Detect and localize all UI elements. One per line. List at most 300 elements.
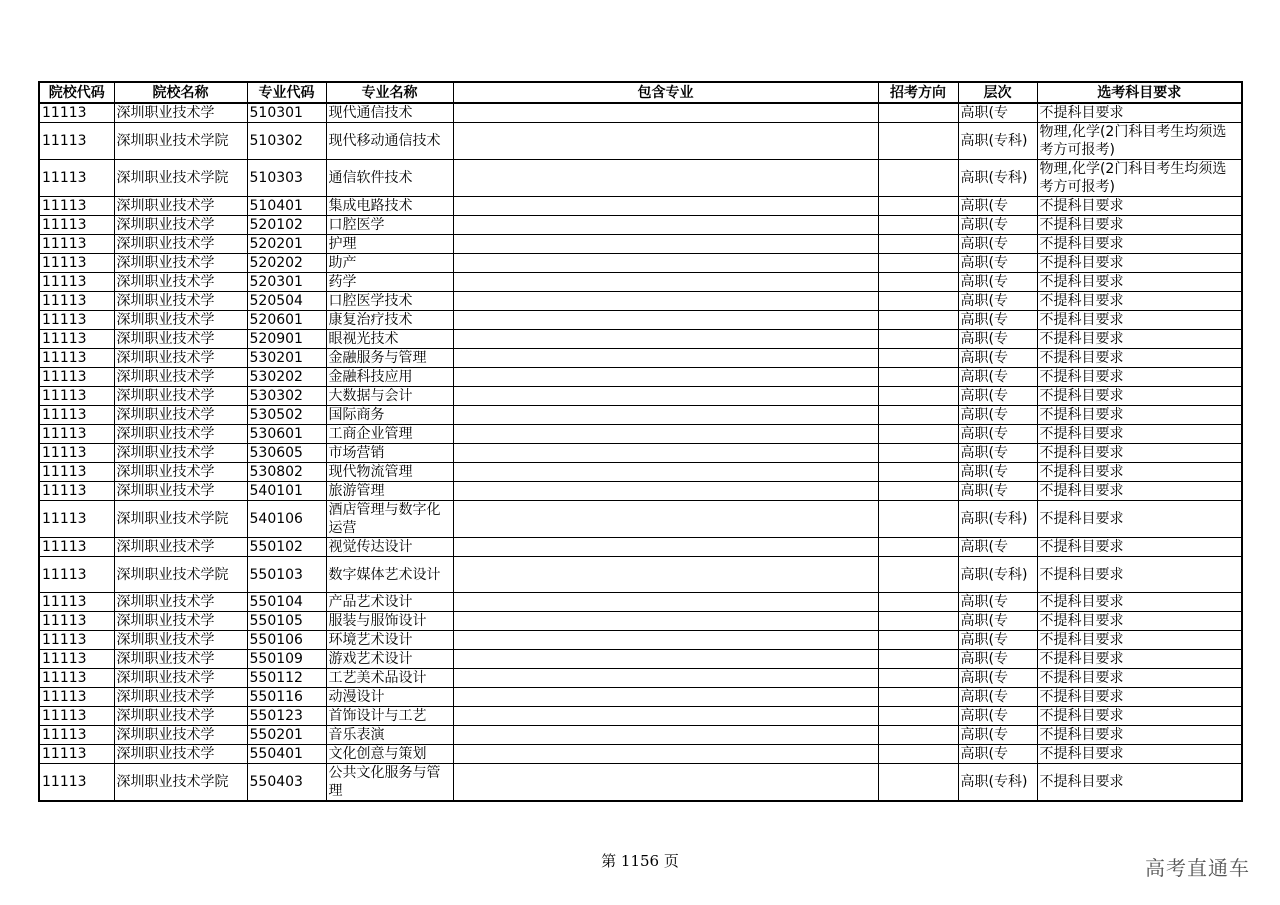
cell-includes — [453, 368, 878, 387]
cell-school-code: 11113 — [39, 593, 114, 612]
cell-subject-req: 不提科目要求 — [1037, 254, 1242, 273]
cell-level: 高职(专 — [958, 368, 1037, 387]
cell-school-name: 深圳职业技术学院 — [114, 501, 247, 538]
cell-major-name: 首饰设计与工艺 — [326, 707, 453, 726]
header-subject-req: 选考科目要求 — [1037, 82, 1242, 103]
cell-school-name: 深圳职业技术学院 — [114, 160, 247, 197]
cell-school-name: 深圳职业技术学 — [114, 368, 247, 387]
cell-subject-req: 不提科目要求 — [1037, 726, 1242, 745]
cell-includes — [453, 197, 878, 216]
cell-subject-req: 不提科目要求 — [1037, 707, 1242, 726]
cell-major-code: 550403 — [247, 764, 326, 802]
cell-direction — [878, 387, 958, 406]
cell-direction — [878, 123, 958, 160]
cell-major-code: 520201 — [247, 235, 326, 254]
cell-school-name: 深圳职业技术学院 — [114, 557, 247, 593]
admission-table — [38, 81, 1243, 802]
cell-level: 高职(专 — [958, 707, 1037, 726]
cell-major-code: 530302 — [247, 387, 326, 406]
cell-subject-req: 不提科目要求 — [1037, 650, 1242, 669]
cell-school-code: 11113 — [39, 650, 114, 669]
cell-direction — [878, 501, 958, 538]
cell-level: 高职(专科) — [958, 501, 1037, 538]
cell-school-code: 11113 — [39, 235, 114, 254]
cell-school-code: 11113 — [39, 612, 114, 631]
cell-subject-req: 不提科目要求 — [1037, 368, 1242, 387]
cell-includes — [453, 444, 878, 463]
cell-direction — [878, 254, 958, 273]
table-row — [39, 103, 1242, 123]
cell-major-code: 550106 — [247, 631, 326, 650]
table-body — [39, 103, 1242, 801]
cell-level: 高职(专科) — [958, 160, 1037, 197]
cell-subject-req: 不提科目要求 — [1037, 235, 1242, 254]
cell-major-name: 工艺美术品设计 — [326, 669, 453, 688]
cell-major-name: 助产 — [326, 254, 453, 273]
cell-major-name: 现代通信技术 — [326, 103, 453, 123]
cell-includes — [453, 406, 878, 425]
cell-includes — [453, 593, 878, 612]
table-row — [39, 235, 1242, 254]
cell-level: 高职(专 — [958, 726, 1037, 745]
cell-includes — [453, 387, 878, 406]
cell-school-name: 深圳职业技术学 — [114, 612, 247, 631]
cell-subject-req: 不提科目要求 — [1037, 311, 1242, 330]
cell-includes — [453, 669, 878, 688]
table-row — [39, 669, 1242, 688]
cell-major-code: 530605 — [247, 444, 326, 463]
cell-includes — [453, 482, 878, 501]
cell-major-name: 工商企业管理 — [326, 425, 453, 444]
cell-subject-req: 不提科目要求 — [1037, 593, 1242, 612]
cell-major-name: 集成电路技术 — [326, 197, 453, 216]
cell-subject-req: 不提科目要求 — [1037, 273, 1242, 292]
cell-school-code: 11113 — [39, 557, 114, 593]
cell-school-code: 11113 — [39, 726, 114, 745]
cell-major-name: 视觉传达设计 — [326, 538, 453, 557]
cell-subject-req: 不提科目要求 — [1037, 463, 1242, 482]
cell-includes — [453, 707, 878, 726]
cell-school-name: 深圳职业技术学 — [114, 669, 247, 688]
cell-level: 高职(专 — [958, 254, 1037, 273]
cell-includes — [453, 631, 878, 650]
cell-school-code: 11113 — [39, 463, 114, 482]
cell-level: 高职(专 — [958, 444, 1037, 463]
table-row — [39, 425, 1242, 444]
table-row — [39, 273, 1242, 292]
cell-major-name: 国际商务 — [326, 406, 453, 425]
table-row — [39, 463, 1242, 482]
cell-subject-req: 不提科目要求 — [1037, 197, 1242, 216]
cell-subject-req: 不提科目要求 — [1037, 387, 1242, 406]
cell-level: 高职(专 — [958, 406, 1037, 425]
cell-major-name: 文化创意与策划 — [326, 745, 453, 764]
cell-includes — [453, 612, 878, 631]
cell-includes — [453, 311, 878, 330]
cell-school-code: 11113 — [39, 254, 114, 273]
cell-direction — [878, 707, 958, 726]
cell-major-code: 520504 — [247, 292, 326, 311]
cell-subject-req: 不提科目要求 — [1037, 501, 1242, 538]
cell-major-name: 金融科技应用 — [326, 368, 453, 387]
cell-subject-req: 不提科目要求 — [1037, 669, 1242, 688]
cell-major-code: 540106 — [247, 501, 326, 538]
cell-school-name: 深圳职业技术学 — [114, 197, 247, 216]
watermark: 高考直通车 — [1145, 856, 1250, 880]
cell-level: 高职(专 — [958, 292, 1037, 311]
table-row — [39, 216, 1242, 235]
cell-major-code: 540101 — [247, 482, 326, 501]
cell-direction — [878, 160, 958, 197]
cell-major-name: 现代移动通信技术 — [326, 123, 453, 160]
cell-major-name: 市场营销 — [326, 444, 453, 463]
cell-major-name: 金融服务与管理 — [326, 349, 453, 368]
page-number: 第 1156 页 — [601, 852, 679, 870]
cell-subject-req: 不提科目要求 — [1037, 292, 1242, 311]
cell-level: 高职(专科) — [958, 557, 1037, 593]
cell-major-code: 510401 — [247, 197, 326, 216]
header-level: 层次 — [958, 82, 1037, 103]
cell-major-code: 530502 — [247, 406, 326, 425]
table-row — [39, 688, 1242, 707]
cell-major-name: 眼视光技术 — [326, 330, 453, 349]
cell-school-name: 深圳职业技术学 — [114, 406, 247, 425]
cell-includes — [453, 349, 878, 368]
cell-major-code: 550102 — [247, 538, 326, 557]
table-row — [39, 292, 1242, 311]
table-row — [39, 726, 1242, 745]
cell-includes — [453, 235, 878, 254]
cell-level: 高职(专 — [958, 330, 1037, 349]
cell-level: 高职(专 — [958, 235, 1037, 254]
cell-direction — [878, 482, 958, 501]
table-row — [39, 406, 1242, 425]
table-row — [39, 612, 1242, 631]
table-row — [39, 123, 1242, 160]
table-row — [39, 330, 1242, 349]
cell-major-name: 通信软件技术 — [326, 160, 453, 197]
cell-direction — [878, 406, 958, 425]
cell-subject-req: 物理,化学(2门科目考生均须选考方可报考) — [1037, 160, 1242, 197]
cell-major-code: 550105 — [247, 612, 326, 631]
cell-school-name: 深圳职业技术学 — [114, 330, 247, 349]
cell-major-name: 口腔医学技术 — [326, 292, 453, 311]
cell-level: 高职(专 — [958, 197, 1037, 216]
cell-school-code: 11113 — [39, 669, 114, 688]
cell-school-name: 深圳职业技术学 — [114, 235, 247, 254]
cell-subject-req: 不提科目要求 — [1037, 631, 1242, 650]
cell-includes — [453, 463, 878, 482]
cell-major-code: 520102 — [247, 216, 326, 235]
cell-direction — [878, 103, 958, 123]
cell-school-name: 深圳职业技术学 — [114, 387, 247, 406]
cell-major-name: 产品艺术设计 — [326, 593, 453, 612]
cell-major-code: 520202 — [247, 254, 326, 273]
cell-includes — [453, 425, 878, 444]
cell-direction — [878, 463, 958, 482]
cell-school-name: 深圳职业技术学 — [114, 631, 247, 650]
cell-school-name: 深圳职业技术学 — [114, 688, 247, 707]
cell-school-name: 深圳职业技术学院 — [114, 123, 247, 160]
cell-subject-req: 不提科目要求 — [1037, 688, 1242, 707]
cell-subject-req: 不提科目要求 — [1037, 557, 1242, 593]
cell-school-code: 11113 — [39, 216, 114, 235]
cell-includes — [453, 764, 878, 802]
cell-direction — [878, 349, 958, 368]
cell-major-name: 护理 — [326, 235, 453, 254]
cell-subject-req: 不提科目要求 — [1037, 425, 1242, 444]
cell-school-code: 11113 — [39, 425, 114, 444]
cell-direction — [878, 235, 958, 254]
cell-includes — [453, 557, 878, 593]
cell-school-code: 11113 — [39, 197, 114, 216]
cell-major-code: 530802 — [247, 463, 326, 482]
table-row — [39, 482, 1242, 501]
table-row — [39, 501, 1242, 538]
cell-level: 高职(专 — [958, 612, 1037, 631]
header-school-name: 院校名称 — [114, 82, 247, 103]
cell-subject-req: 不提科目要求 — [1037, 330, 1242, 349]
cell-school-code: 11113 — [39, 707, 114, 726]
header-major-name: 专业名称 — [326, 82, 453, 103]
cell-direction — [878, 650, 958, 669]
cell-school-name: 深圳职业技术学 — [114, 273, 247, 292]
cell-direction — [878, 273, 958, 292]
cell-school-name: 深圳职业技术学 — [114, 292, 247, 311]
cell-major-code: 550401 — [247, 745, 326, 764]
cell-direction — [878, 292, 958, 311]
cell-includes — [453, 538, 878, 557]
cell-major-code: 550123 — [247, 707, 326, 726]
cell-major-code: 550116 — [247, 688, 326, 707]
cell-subject-req: 不提科目要求 — [1037, 482, 1242, 501]
cell-major-name: 药学 — [326, 273, 453, 292]
cell-direction — [878, 593, 958, 612]
cell-includes — [453, 726, 878, 745]
cell-direction — [878, 330, 958, 349]
table-row — [39, 368, 1242, 387]
cell-subject-req: 不提科目要求 — [1037, 444, 1242, 463]
cell-major-code: 550112 — [247, 669, 326, 688]
cell-level: 高职(专 — [958, 311, 1037, 330]
cell-level: 高职(专 — [958, 631, 1037, 650]
cell-level: 高职(专 — [958, 745, 1037, 764]
cell-school-code: 11113 — [39, 764, 114, 802]
cell-direction — [878, 538, 958, 557]
cell-direction — [878, 669, 958, 688]
cell-direction — [878, 197, 958, 216]
cell-direction — [878, 612, 958, 631]
cell-major-name: 旅游管理 — [326, 482, 453, 501]
cell-school-code: 11113 — [39, 688, 114, 707]
cell-level: 高职(专 — [958, 349, 1037, 368]
cell-major-name: 大数据与会计 — [326, 387, 453, 406]
table-row — [39, 593, 1242, 612]
cell-school-code: 11113 — [39, 387, 114, 406]
cell-school-code: 11113 — [39, 330, 114, 349]
cell-direction — [878, 444, 958, 463]
cell-major-code: 530202 — [247, 368, 326, 387]
cell-school-code: 11113 — [39, 123, 114, 160]
cell-school-name: 深圳职业技术学 — [114, 538, 247, 557]
cell-major-name: 口腔医学 — [326, 216, 453, 235]
cell-school-name: 深圳职业技术学 — [114, 349, 247, 368]
cell-level: 高职(专 — [958, 650, 1037, 669]
cell-school-name: 深圳职业技术学 — [114, 650, 247, 669]
cell-includes — [453, 254, 878, 273]
cell-direction — [878, 688, 958, 707]
cell-school-name: 深圳职业技术学院 — [114, 764, 247, 802]
cell-includes — [453, 292, 878, 311]
cell-subject-req: 不提科目要求 — [1037, 764, 1242, 802]
cell-major-code: 510303 — [247, 160, 326, 197]
cell-direction — [878, 631, 958, 650]
table-row — [39, 311, 1242, 330]
cell-major-name: 现代物流管理 — [326, 463, 453, 482]
cell-level: 高职(专 — [958, 482, 1037, 501]
cell-school-name: 深圳职业技术学 — [114, 482, 247, 501]
cell-includes — [453, 501, 878, 538]
table-row — [39, 349, 1242, 368]
cell-level: 高职(专科) — [958, 764, 1037, 802]
cell-school-code: 11113 — [39, 745, 114, 764]
cell-subject-req: 不提科目要求 — [1037, 406, 1242, 425]
cell-major-name: 公共文化服务与管理 — [326, 764, 453, 802]
table-row — [39, 557, 1242, 593]
cell-major-code: 520601 — [247, 311, 326, 330]
cell-includes — [453, 330, 878, 349]
table-row — [39, 160, 1242, 197]
cell-level: 高职(专 — [958, 463, 1037, 482]
table-row — [39, 650, 1242, 669]
cell-school-code: 11113 — [39, 103, 114, 123]
cell-includes — [453, 123, 878, 160]
cell-level: 高职(专 — [958, 103, 1037, 123]
header-school-code: 院校代码 — [39, 82, 114, 103]
cell-major-code: 510301 — [247, 103, 326, 123]
cell-includes — [453, 103, 878, 123]
cell-school-code: 11113 — [39, 482, 114, 501]
table-row — [39, 764, 1242, 802]
cell-school-name: 深圳职业技术学 — [114, 463, 247, 482]
cell-major-code: 530201 — [247, 349, 326, 368]
cell-major-name: 环境艺术设计 — [326, 631, 453, 650]
cell-major-code: 530601 — [247, 425, 326, 444]
cell-direction — [878, 368, 958, 387]
cell-school-code: 11113 — [39, 273, 114, 292]
table-row — [39, 387, 1242, 406]
header-major-code: 专业代码 — [247, 82, 326, 103]
cell-subject-req: 不提科目要求 — [1037, 538, 1242, 557]
cell-major-name: 动漫设计 — [326, 688, 453, 707]
cell-level: 高职(专 — [958, 593, 1037, 612]
cell-level: 高职(专 — [958, 387, 1037, 406]
cell-level: 高职(专 — [958, 669, 1037, 688]
cell-major-name: 数字媒体艺术设计 — [326, 557, 453, 593]
cell-school-code: 11113 — [39, 368, 114, 387]
cell-school-name: 深圳职业技术学 — [114, 103, 247, 123]
table-row — [39, 707, 1242, 726]
cell-school-name: 深圳职业技术学 — [114, 216, 247, 235]
cell-direction — [878, 764, 958, 802]
cell-subject-req: 不提科目要求 — [1037, 612, 1242, 631]
cell-includes — [453, 160, 878, 197]
cell-major-name: 服装与服饰设计 — [326, 612, 453, 631]
cell-direction — [878, 557, 958, 593]
cell-includes — [453, 745, 878, 764]
header-includes: 包含专业 — [453, 82, 878, 103]
cell-major-code: 550103 — [247, 557, 326, 593]
cell-school-code: 11113 — [39, 406, 114, 425]
table-row — [39, 254, 1242, 273]
cell-school-code: 11113 — [39, 160, 114, 197]
cell-major-name: 康复治疗技术 — [326, 311, 453, 330]
cell-school-code: 11113 — [39, 501, 114, 538]
cell-school-code: 11113 — [39, 349, 114, 368]
cell-school-code: 11113 — [39, 292, 114, 311]
cell-major-code: 550201 — [247, 726, 326, 745]
cell-direction — [878, 311, 958, 330]
cell-major-name: 酒店管理与数字化运营 — [326, 501, 453, 538]
cell-school-code: 11113 — [39, 538, 114, 557]
cell-school-name: 深圳职业技术学 — [114, 254, 247, 273]
cell-subject-req: 不提科目要求 — [1037, 349, 1242, 368]
cell-major-name: 游戏艺术设计 — [326, 650, 453, 669]
cell-school-name: 深圳职业技术学 — [114, 745, 247, 764]
cell-subject-req: 不提科目要求 — [1037, 103, 1242, 123]
cell-direction — [878, 216, 958, 235]
cell-includes — [453, 273, 878, 292]
table-row — [39, 538, 1242, 557]
cell-major-name: 音乐表演 — [326, 726, 453, 745]
cell-level: 高职(专 — [958, 425, 1037, 444]
cell-subject-req: 不提科目要求 — [1037, 745, 1242, 764]
cell-major-code: 520301 — [247, 273, 326, 292]
cell-level: 高职(专 — [958, 273, 1037, 292]
cell-subject-req: 不提科目要求 — [1037, 216, 1242, 235]
header-row — [39, 82, 1242, 103]
cell-level: 高职(专科) — [958, 123, 1037, 160]
cell-direction — [878, 425, 958, 444]
cell-school-name: 深圳职业技术学 — [114, 311, 247, 330]
cell-major-code: 550109 — [247, 650, 326, 669]
cell-direction — [878, 726, 958, 745]
table-row — [39, 444, 1242, 463]
cell-level: 高职(专 — [958, 538, 1037, 557]
cell-level: 高职(专 — [958, 688, 1037, 707]
table-row — [39, 631, 1242, 650]
cell-major-code: 520901 — [247, 330, 326, 349]
cell-subject-req: 物理,化学(2门科目考生均须选考方可报考) — [1037, 123, 1242, 160]
cell-major-code: 510302 — [247, 123, 326, 160]
cell-school-code: 11113 — [39, 444, 114, 463]
cell-school-name: 深圳职业技术学 — [114, 444, 247, 463]
header-direction: 招考方向 — [878, 82, 958, 103]
cell-level: 高职(专 — [958, 216, 1037, 235]
cell-school-code: 11113 — [39, 631, 114, 650]
table-row — [39, 745, 1242, 764]
cell-direction — [878, 745, 958, 764]
cell-major-code: 550104 — [247, 593, 326, 612]
cell-includes — [453, 216, 878, 235]
cell-school-name: 深圳职业技术学 — [114, 425, 247, 444]
cell-school-name: 深圳职业技术学 — [114, 726, 247, 745]
cell-school-code: 11113 — [39, 311, 114, 330]
cell-school-name: 深圳职业技术学 — [114, 593, 247, 612]
cell-includes — [453, 688, 878, 707]
table-row — [39, 197, 1242, 216]
cell-includes — [453, 650, 878, 669]
